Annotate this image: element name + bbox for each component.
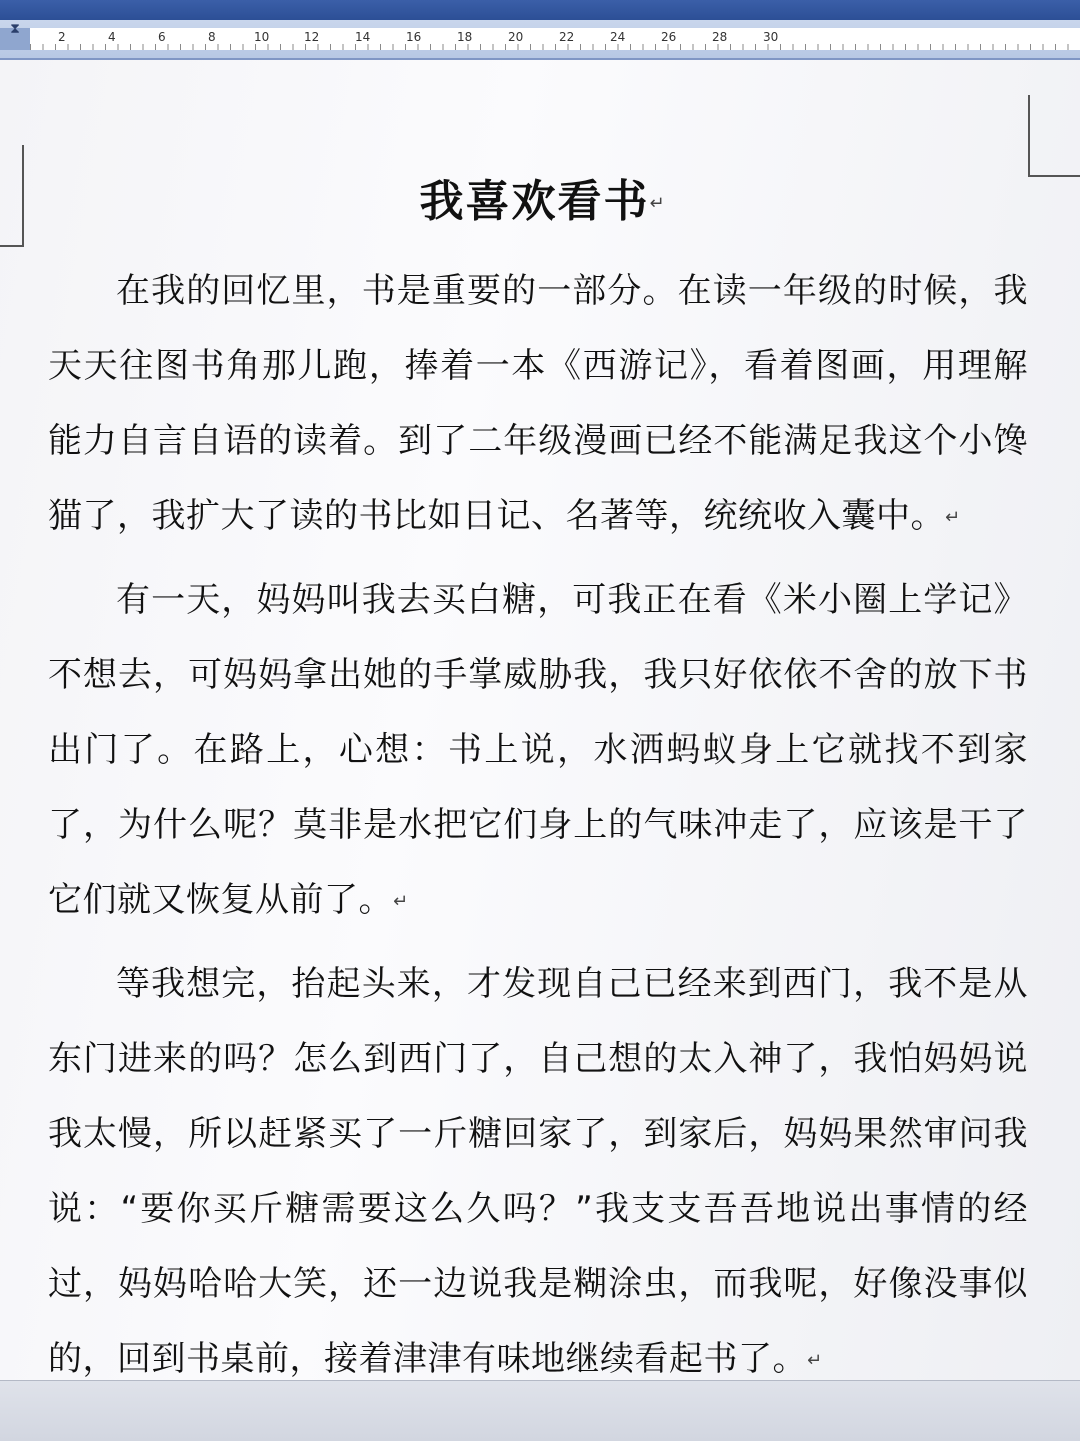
paragraph — [48, 563, 1028, 939]
ruler-number: 22 — [559, 30, 575, 44]
paragraph-mark-icon: ↵ — [945, 507, 961, 528]
margin-corner-mark — [1028, 95, 1080, 177]
ruler-number: 2 — [58, 30, 66, 44]
ruler-number: 4 — [108, 30, 116, 44]
document-page[interactable] — [0, 60, 1080, 1380]
horizontal-ruler[interactable] — [0, 20, 1080, 60]
ruler-number: 18 — [457, 30, 473, 44]
ruler-number: 14 — [355, 30, 371, 44]
document-title-text: 我喜欢看书 — [419, 176, 650, 227]
indent-marker-icon[interactable]: ⧗ — [10, 21, 20, 37]
paragraph-mark-icon: ↵ — [807, 1350, 823, 1371]
ruler-number: 6 — [158, 30, 166, 44]
ruler-number: 12 — [304, 30, 320, 44]
ruler-number: 10 — [254, 30, 270, 44]
ruler-number: 20 — [508, 30, 524, 44]
ruler-number: 28 — [712, 30, 728, 44]
status-area — [0, 1380, 1080, 1441]
paragraph-mark-icon: ↵ — [649, 193, 667, 214]
ruler-number: 26 — [661, 30, 677, 44]
document-body[interactable] — [48, 172, 1028, 1406]
margin-corner-mark — [0, 145, 24, 247]
paragraph — [48, 254, 1028, 555]
ruler-number: 24 — [610, 30, 626, 44]
paragraph-text: 等我想完，抬起头来，才发现自己已经来到西门，我不是从东门进来的吗？怎么到西门了，自己想的太入神了，我怕妈妈说我太慢，所以赶紧买了一斤糖回家了，到家后，妈妈果然审问我说：“要你买斤糖需要这么久吗？”我支支吾吾地说出事情的经过，妈妈哈哈大笑，还一边说我是糊涂虫，而我呢，好像没事似的，回到书桌前，接着津津有味地继续看起书了。 — [48, 964, 1028, 1379]
paragraph-mark-icon: ↵ — [393, 891, 409, 912]
ruler-number: 16 — [406, 30, 422, 44]
toolbar-strip — [0, 0, 1080, 20]
ruler-numbers — [30, 28, 1080, 50]
ruler-number: 8 — [208, 30, 216, 44]
paragraph-text: 在我的回忆里，书是重要的一部分。在读一年级的时候，我天天往图书角那儿跑，捧着一本《西游记》，看着图画，用理解能力自言自语的读着。到了二年级漫画已经不能满足我这个小馋猫了，我扩大了读的书比如日记、名著等，统统收入囊中。 — [48, 271, 1028, 536]
paragraph-text: 有一天，妈妈叫我去买白糖，可我正在看《米小圈上学记》不想去，可妈妈拿出她的手掌威胁我，我只好依依不舍的放下书出门了。在路上，心想：书上说，水洒蚂蚁身上它就找不到家了，为什么呢？莫非是水把它们身上的气味冲走了，应该是干了它们就又恢复从前了。 — [48, 580, 1028, 920]
document-title — [48, 172, 1028, 234]
ruler-number: 30 — [763, 30, 779, 44]
paragraph — [48, 947, 1028, 1398]
